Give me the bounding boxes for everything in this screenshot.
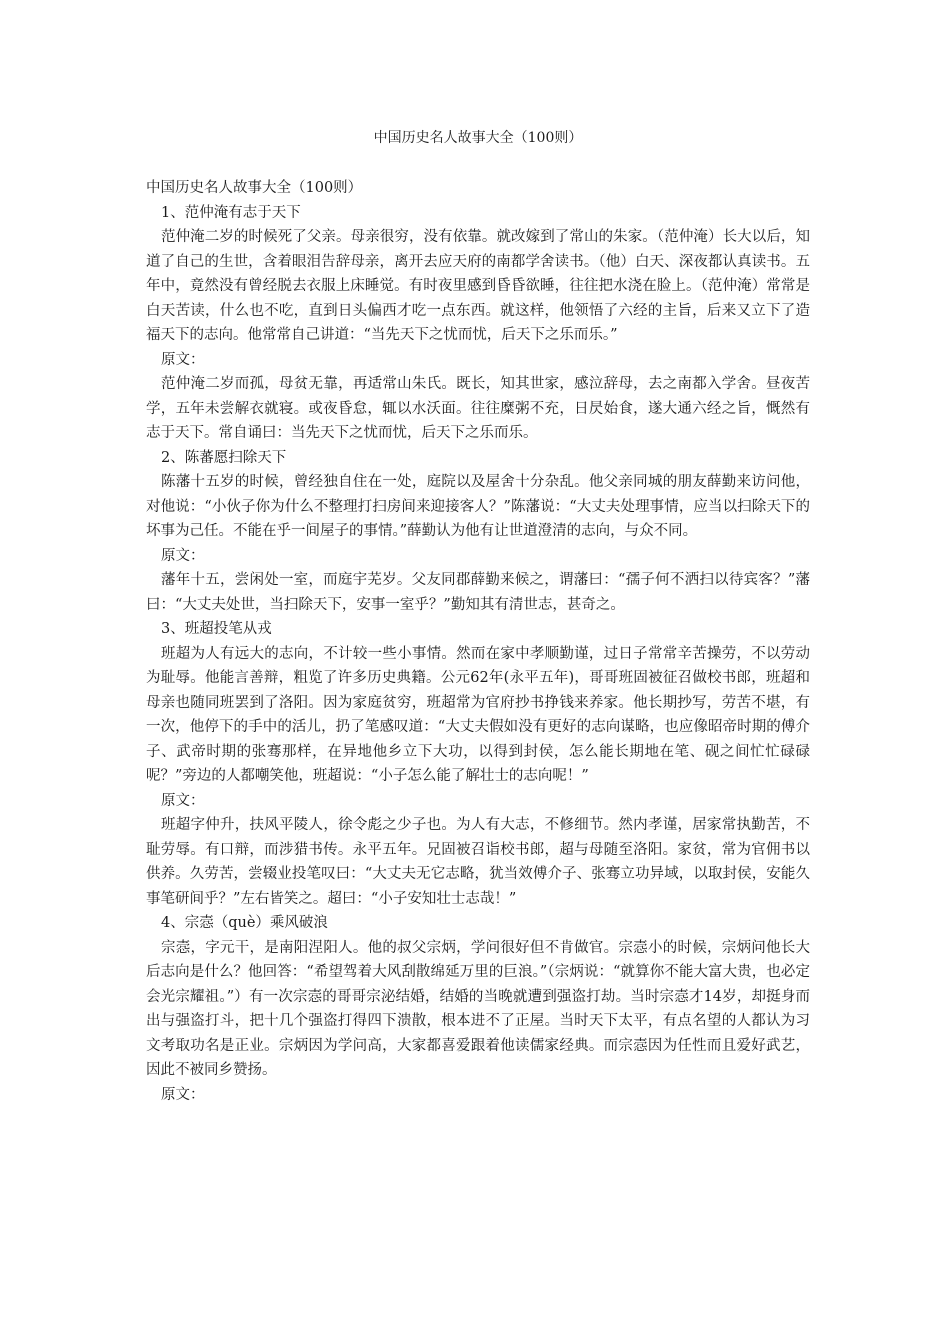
section-original-3: 班超字仲升，扶风平陵人，徐令彪之少子也。为人有大志，不修细节。然内孝谨，居家常执勤苦，不耻劳辱。有口辩，而涉猎书传。永平五年。兄固被召诣校书郎，超与母随至洛阳。家贫，常为官佣书以供养。久劳苦，尝辍业投笔叹曰：“大丈夫无它志略，犹当效傅介子、张骞立功异域，以取封侯，安能久事笔研间乎？”左右皆笑之。超曰：“小子安知壮士志哉！” bbox=[146, 817, 810, 907]
section-original-1: 范仲淹二岁而孤，母贫无靠，再适常山朱氏。既长，知其世家，感泣辞母，去之南都入学舍。昼夜苦学，五年未尝解衣就寝。或夜昏怠，辄以水沃面。往往糜粥不充，日昃始食，遂大通六经之旨，慨然有志于天下。常自诵曰：当先天下之忧而忧，后天下之乐而乐。 bbox=[146, 376, 810, 441]
document-title: 中国历史名人故事大全（100则） bbox=[373, 130, 583, 146]
section-body-1: 范仲淹二岁的时候死了父亲。母亲很穷，没有依靠。就改嫁到了常山的朱家。（范仲淹）长大以后，知道了自己的生世，含着眼泪告辞母亲，离开去应天府的南都学舍读书。（他）白天、深夜都认真读书。五年中，竟然没有曾经脱去衣服上床睡觉。有时夜里感到昏昏欲睡，往往把水浇在脸上。（范仲淹）常常是白天苦读，什么也不吃，直到日头偏西才吃一点东西。就这样，他领悟了六经的主旨，后来又立下了造福天下的志向。他常常自己讲道：“当先天下之忧而忧，后天下之乐而乐。” bbox=[146, 229, 810, 343]
original-label-3: 原文： bbox=[161, 792, 205, 809]
original-label-1: 原文： bbox=[161, 351, 205, 368]
section-body-2: 陈藩十五岁的时候，曾经独自住在一处，庭院以及屋舍十分杂乱。他父亲同城的朋友薛勤来访问他，对他说：“小伙子你为什么不整理打扫房间来迎接客人？”陈藩说：“大丈夫处理事情，应当以扫除天下的坏事为己任。不能在乎一间屋子的事情。”薛勤认为他有让世道澄清的志向，与众不同。 bbox=[146, 474, 810, 539]
original-label-4: 原文： bbox=[161, 1086, 205, 1103]
section-original-2: 藩年十五，尝闲处一室，而庭宇芜岁。父友同郡薛勤来候之，谓藩曰：“孺子何不洒扫以待宾客？”藩曰：“大丈夫处世，当扫除天下，安事一室乎？”勤知其有清世志，甚奇之。 bbox=[146, 572, 810, 613]
document-body bbox=[146, 176, 810, 1107]
section-body-4: 宗悫，字元干，是南阳涅阳人。他的叔父宗炳，学问很好但不肯做官。宗悫小的时候，宗炳问他长大后志向是什么？他回答：“希望驾着大风刮散绵延万里的巨浪。”（宗炳说：“就算你不能大富大贵，也必定会光宗耀祖。”）有一次宗悫的哥哥宗泌结婚，结婚的当晚就遭到强盗打劫。当时宗悫才14岁，却挺身而出与强盗打斗，把十几个强盗打得四下溃散，根本进不了正屋。当时天下太平，有点名望的人都认为习文考取功名是正业。宗炳因为学问高，大家都喜爱跟着他读儒家经典。而宗悫因为任性而且爱好武艺，因此不被同乡赞扬。 bbox=[146, 939, 810, 1078]
section-heading-2: 2、陈蕃愿扫除天下 bbox=[161, 449, 287, 466]
document-subtitle: 中国历史名人故事大全（100则） bbox=[146, 180, 363, 196]
section-body-3: 班超为人有远大的志向，不计较一些小事情。然而在家中孝顺勤谨，过日子常常辛苦操劳，不以劳动为耻辱。他能言善辩，粗览了许多历史典籍。公元62年(永平五年)，哥哥班固被征召做校书郎，班超和母亲也随同班罢到了洛阳。因为家庭贫穷，班超常为官府抄书挣钱来养家。他长期抄写，劳苦不堪，有一次，他停下的手中的活儿，扔了笔感叹道：“大丈夫假如没有更好的志向谋略，也应像昭帝时期的傅介子、武帝时期的张骞那样，在异地他乡立下大功，以得到封侯，怎么能长期地在笔、砚之间忙忙碌碌呢？”旁边的人都嘲笑他，班超说：“小子怎么能了解壮士的志向呢！” bbox=[146, 645, 810, 784]
original-label-2: 原文： bbox=[161, 547, 205, 564]
section-heading-4: 4、宗悫（què）乘风破浪 bbox=[161, 915, 328, 931]
section-heading-3: 3、班超投笔从戎 bbox=[161, 621, 272, 637]
section-heading-1: 1、范仲淹有志于天下 bbox=[161, 204, 301, 221]
